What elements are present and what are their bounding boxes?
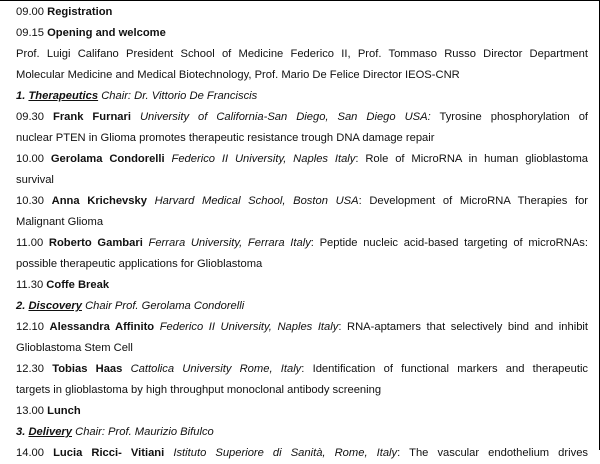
talk6-title: : Identification of functional markers and therapeutic xyxy=(301,363,589,375)
session2-number: 2. xyxy=(16,300,26,312)
talk1-time: 09.30 xyxy=(16,111,44,123)
talk7-affiliation: Istituto Superiore di Sanità, Rome, Italy xyxy=(173,447,398,459)
talk6-line2: targets in glioblastoma by high throughput monoclonal antibody screening xyxy=(16,384,382,396)
talk7-speaker: Lucia Ricci- Vitiani xyxy=(53,447,165,459)
talk2-time: 10.00 xyxy=(16,153,44,165)
talk2-affiliation: Federico II University, Naples Italy xyxy=(171,153,356,165)
talk2-line1 xyxy=(16,149,588,170)
session2-chair: Chair Prof. Gerolama Condorelli xyxy=(85,300,245,312)
talk6-affiliation: Cattolica University Rome, Italy xyxy=(130,363,302,375)
opening-speakers-line2: Molecular Medicine and Medical Biotechnology, Prof. Mario De Felice Director IEOS-CNR xyxy=(16,69,460,81)
opening-speakers-line1: Prof. Luigi Califano President School of Medicine Federico II, Prof. Tommaso Russo Director Department xyxy=(16,48,588,60)
session1-header xyxy=(16,86,588,107)
talk3-affiliation: Harvard Medical School, Boston USA xyxy=(154,195,359,207)
session3-title: Delivery xyxy=(28,426,72,438)
coffee-label: Coffe Break xyxy=(46,279,110,291)
talk1-affiliation: University of California-San Diego, San Diego USA: xyxy=(139,111,431,123)
talk3-speaker: Anna Krichevsky xyxy=(51,195,147,207)
opening-time: 09.15 xyxy=(16,27,44,39)
talk3-title: : Development of MicroRNA Therapies for xyxy=(358,195,589,207)
session1-number: 1. xyxy=(16,90,26,102)
talk3-time: 10.30 xyxy=(16,195,44,207)
talk6-line1 xyxy=(16,359,588,380)
talk1-line1 xyxy=(16,107,588,128)
talk5-affiliation: Federico II University, Naples Italy xyxy=(159,321,339,333)
talk2-line2: survival xyxy=(16,174,54,186)
talk4-line2: possible therapeutic applications for Glioblastoma xyxy=(16,258,263,270)
coffee-line xyxy=(16,275,588,296)
talk5-line2: Glioblastoma Stem Cell xyxy=(16,342,133,354)
opening-line xyxy=(16,23,588,44)
lunch-time: 13.00 xyxy=(16,405,44,417)
session1-chair-name: Dr. Vittorio De Franciscis xyxy=(134,90,258,102)
talk6-time: 12.30 xyxy=(16,363,44,375)
talk5-line1 xyxy=(16,317,588,338)
registration-time: 09.00 xyxy=(16,6,44,18)
talk5-time: 12.10 xyxy=(16,321,44,333)
talk1-line2: nuclear PTEN in Glioma promotes therapeutic resistance trough DNA damage repair xyxy=(16,132,435,144)
coffee-time: 11.30 xyxy=(16,279,44,291)
talk4-title: : Peptide nucleic acid-based targeting of microRNAs: xyxy=(310,237,589,249)
session3-header xyxy=(16,422,588,443)
talk1-title: Tyrosine phosphorylation of xyxy=(439,111,589,123)
lunch-label: Lunch xyxy=(47,405,81,417)
talk7-time: 14.00 xyxy=(16,447,44,459)
session1-title: Therapeutics xyxy=(28,90,99,102)
talk4-line1 xyxy=(16,233,588,254)
talk7-line1 xyxy=(16,443,588,464)
talk4-speaker: Roberto Gambari xyxy=(48,237,143,249)
talk1-speaker: Frank Furnari xyxy=(52,111,131,123)
talk3-line2: Malignant Glioma xyxy=(16,216,104,228)
talk4-affiliation: Ferrara University, Ferrara Italy xyxy=(148,237,311,249)
lunch-line xyxy=(16,401,588,422)
registration-label: Registration xyxy=(47,6,113,18)
session2-header xyxy=(16,296,588,317)
session3-chair: Chair: Prof. Maurizio Bifulco xyxy=(75,426,214,438)
talk2-title: : Role of MicroRNA in human glioblastoma xyxy=(355,153,589,165)
session1-chair-label: Chair: xyxy=(101,90,132,102)
talk5-speaker: Alessandra Affinito xyxy=(49,321,155,333)
top-border xyxy=(0,0,600,1)
talk6-speaker: Tobias Haas xyxy=(52,363,123,375)
talk7-title: : The vascular endothelium drives xyxy=(397,447,589,459)
talk5-title: : RNA-aptamers that selectively bind and inhibit xyxy=(338,321,589,333)
session2-title: Discovery xyxy=(28,300,82,312)
talk2-speaker: Gerolama Condorelli xyxy=(50,153,165,165)
registration-line xyxy=(16,2,588,23)
talk3-line1 xyxy=(16,191,588,212)
session3-number: 3. xyxy=(16,426,26,438)
opening-label: Opening and welcome xyxy=(47,27,166,39)
talk4-time: 11.00 xyxy=(16,237,44,249)
